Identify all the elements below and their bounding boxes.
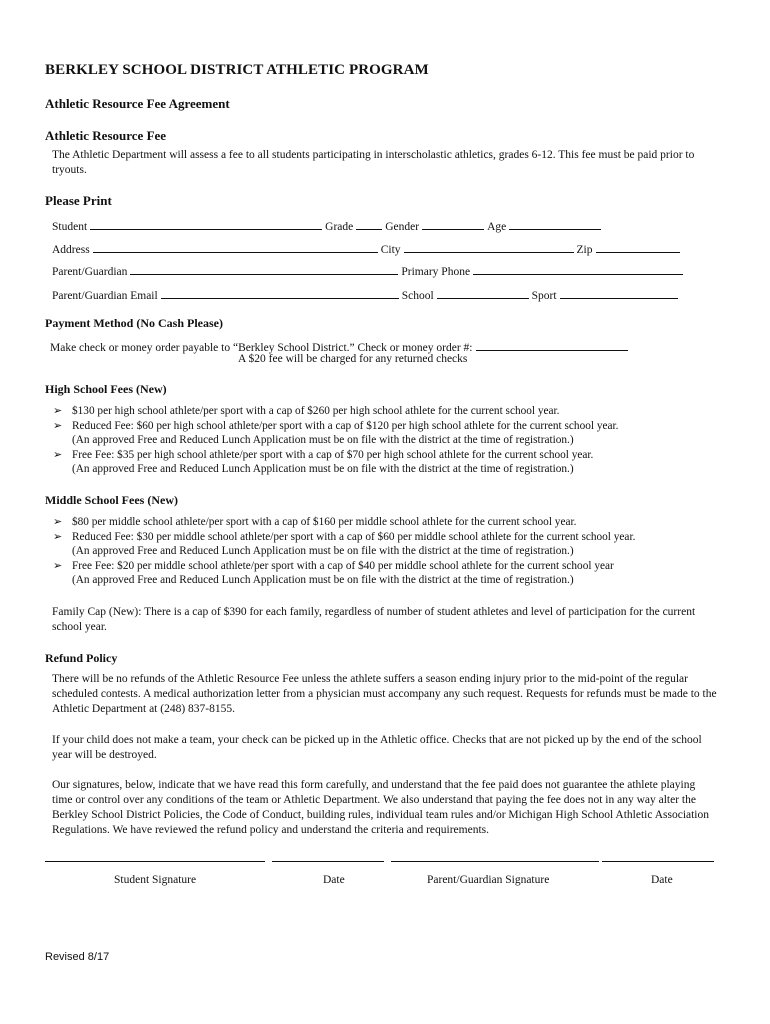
- parent-email-label: Parent/Guardian Email: [52, 290, 158, 302]
- age-label: Age: [487, 221, 507, 233]
- address-field[interactable]: [93, 240, 378, 253]
- revision-footer: Revised 8/17: [45, 951, 110, 963]
- refund-paragraph-2: If your child does not make a team, your check can be picked up in the Athletic office. Checks that are not picked up by the end of the school year will be destroyed.: [52, 734, 702, 761]
- list-item: ➢ Reduced Fee: $30 per middle school athlete/per sport with a cap of $60 per middle school athlete for the current school year. (An approved Free and Reduced Lunch Application must be on file with the district at the time of registration.): [53, 530, 636, 558]
- student-date-line[interactable]: [272, 861, 384, 862]
- grade-label: Grade: [325, 221, 354, 233]
- fee-description: The Athletic Department will assess a fee to all students participating in interscholastic athletics, grades 6-12. This fee must be paid prior to tryouts.: [52, 149, 695, 176]
- gender-field[interactable]: [422, 217, 484, 230]
- primary-phone-label: Primary Phone: [401, 266, 471, 278]
- arrow-bullet-icon: ➢: [53, 516, 63, 528]
- list-item: ➢ $130 per high school athlete/per sport with a cap of $260 per high school athlete for the current school year.: [53, 405, 560, 417]
- address-label: Address: [52, 244, 90, 256]
- list-item: ➢ Free Fee: $20 per middle school athlete/per sport with a cap of $40 per middle school athlete for the current school year (An approved Free and Reduced Lunch Application must be on file with the district at the time of registration.): [53, 559, 614, 587]
- list-item: ➢ Free Fee: $35 per high school athlete/per sport with a cap of $70 per high school athlete for the current school year. (An approved Free and Reduced Lunch Application must be on file with the district at the time of registration.): [53, 448, 594, 476]
- parent-signature-line[interactable]: [391, 861, 599, 862]
- refund-heading: Refund Policy: [45, 651, 118, 665]
- fee-heading: Athletic Resource Fee: [45, 128, 167, 143]
- zip-label: Zip: [576, 244, 593, 256]
- age-field[interactable]: [509, 217, 601, 230]
- grade-field[interactable]: [356, 217, 382, 230]
- primary-phone-field[interactable]: [473, 262, 683, 275]
- agreement-subtitle: Athletic Resource Fee Agreement: [45, 96, 230, 111]
- sport-label: Sport: [531, 290, 557, 302]
- high-school-list: [45, 404, 618, 477]
- payment-row: [50, 338, 631, 354]
- arrow-bullet-icon: ➢: [53, 405, 63, 417]
- zip-field[interactable]: [596, 240, 680, 253]
- list-item: ➢ $80 per middle school athlete/per sport with a cap of $160 per middle school athlete for the current school year.: [53, 516, 577, 528]
- address-row: [52, 240, 683, 256]
- sport-field[interactable]: [560, 286, 678, 299]
- check-number-field[interactable]: [476, 338, 628, 351]
- refund-paragraph-1: There will be no refunds of the Athletic Resource Fee unless the athlete suffers a season ending injury prior to the mid-point of the regular scheduled contests. A medical authorization letter from a physician must accompany any such request. Requests for refunds must be made to the Athletic Department at (248) 837-8155.: [52, 673, 717, 715]
- parent-guardian-field[interactable]: [130, 262, 398, 275]
- student-signature-label: Student Signature: [114, 874, 197, 886]
- parent-date-label: Date: [651, 874, 673, 886]
- parent-signature-label: Parent/Guardian Signature: [427, 874, 550, 886]
- student-row: [52, 217, 604, 233]
- please-print-heading: Please Print: [45, 193, 112, 208]
- gender-label: Gender: [385, 221, 420, 233]
- parent-date-line[interactable]: [602, 861, 714, 862]
- family-cap-text: Family Cap (New): There is a cap of $390 for each family, regardless of number of student athletes and level of participation for the current school year.: [52, 606, 696, 633]
- student-date-label: Date: [323, 874, 345, 886]
- parent-email-field[interactable]: [161, 286, 399, 299]
- school-label: School: [401, 290, 434, 302]
- student-label: Student: [52, 221, 88, 233]
- arrow-bullet-icon: ➢: [53, 530, 63, 543]
- parent-guardian-label: Parent/Guardian: [52, 266, 128, 278]
- middle-school-list: [45, 515, 635, 588]
- payment-text: Make check or money order payable to “Berkley School District.” Check or money order #:: [50, 342, 473, 354]
- signature-agreement-paragraph: Our signatures, below, indicate that we have read this form carefully, and understand that the fee paid does not guarantee the athlete playing time or control over any conditions of the team or Athletic Department. We also understand that paying the fee does not in any way alter the Berkley School District Policies, the Code of Conduct, building rules, individual team rules and/or Michigan High School Athletic Association Regulations. We have reviewed the refund policy and understand the criteria and requirements.: [52, 779, 710, 836]
- email-row: [52, 286, 681, 302]
- arrow-bullet-icon: ➢: [53, 419, 63, 432]
- arrow-bullet-icon: ➢: [53, 448, 63, 461]
- school-field[interactable]: [437, 286, 529, 299]
- student-signature-line[interactable]: [45, 861, 265, 862]
- city-field[interactable]: [404, 240, 574, 253]
- list-item: ➢ Reduced Fee: $60 per high school athlete/per sport with a cap of $120 per high school athlete for the current school year. (An approved Free and Reduced Lunch Application must be on file with the district at the time of registration.): [53, 419, 619, 447]
- returned-check-notice: A $20 fee will be charged for any returned checks: [238, 353, 468, 365]
- arrow-bullet-icon: ➢: [53, 559, 63, 572]
- payment-heading: Payment Method (No Cash Please): [45, 316, 223, 330]
- city-label: City: [380, 244, 401, 256]
- page-title: BERKLEY SCHOOL DISTRICT ATHLETIC PROGRAM: [45, 62, 429, 78]
- parent-row: [52, 262, 686, 278]
- student-name-field[interactable]: [90, 217, 322, 230]
- middle-school-heading: Middle School Fees (New): [45, 493, 178, 507]
- high-school-heading: High School Fees (New): [45, 382, 167, 396]
